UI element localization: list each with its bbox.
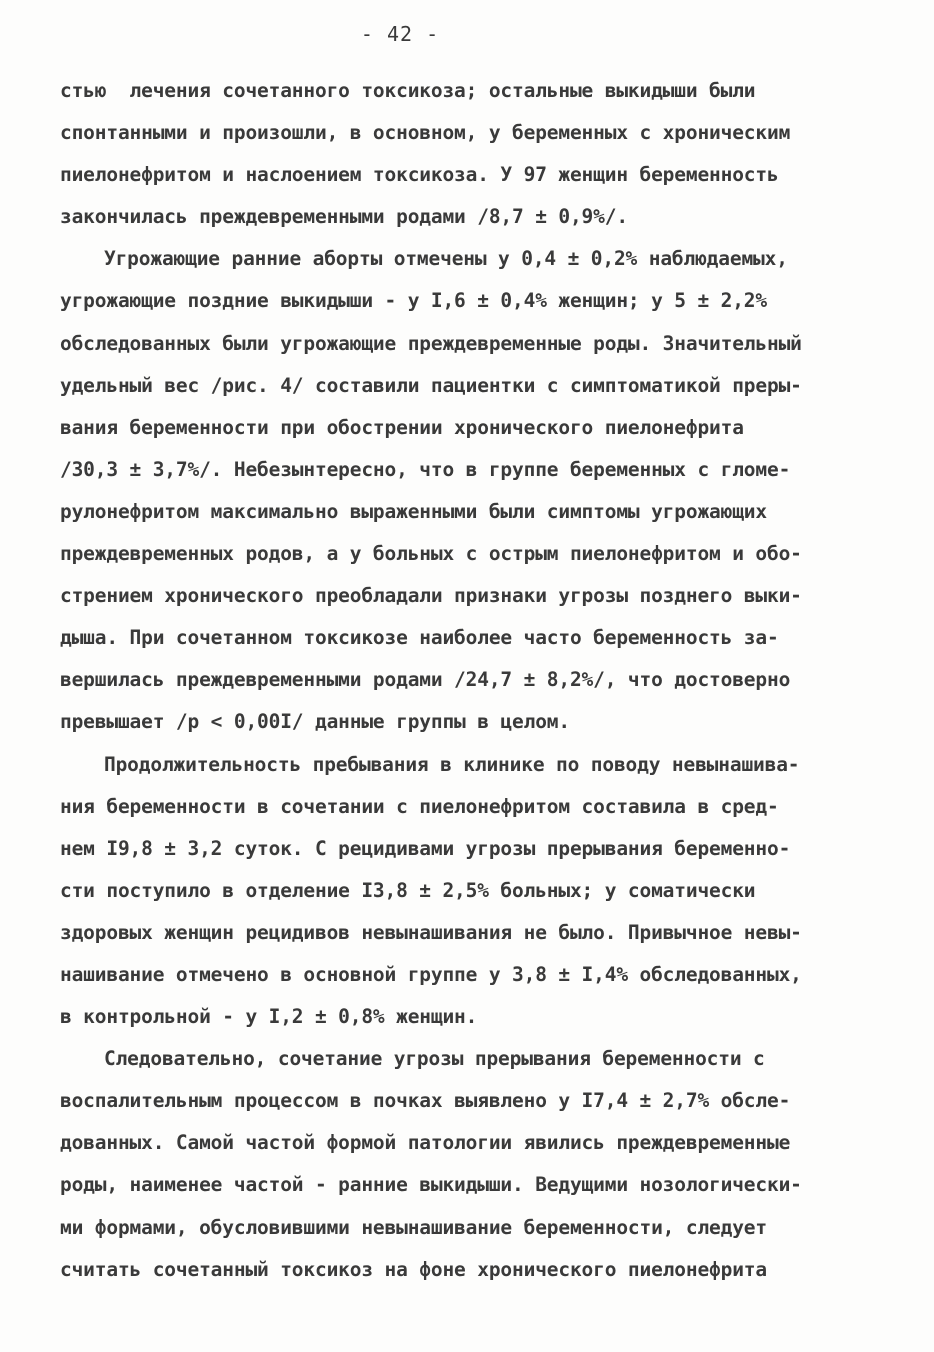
text-line: пиелонефритом и наслоением токсикоза. У 97 женщин беременность [60, 163, 779, 187]
text-line: дыша. При сочетанном токсикозе наиболее часто беременность за- [60, 626, 779, 650]
text-line: преждевременных родов, а у больных с острым пиелонефритом и обо- [60, 542, 802, 566]
text-line: воспалительным процессом в почках выявлено у I7,4 ± 2,7% обсле- [60, 1089, 791, 1113]
text-line: угрожающие поздние выкидыши - у I,6 ± 0,4% женщин; у 5 ± 2,2% [60, 289, 767, 313]
text-line: вершилась преждевременными родами /24,7 ± 8,2%/, что достоверно [60, 668, 791, 692]
text-line: /30,3 ± 3,7%/. Небезынтересно, что в группе беременных с гломе- [60, 457, 791, 481]
body-text [60, 70, 890, 1291]
text-line: Следовательно, сочетание угрозы прерывания беременности с [104, 1047, 765, 1071]
text-line: превышает /р < 0,00I/ данные группы в целом. [60, 710, 570, 734]
text-line: ми формами, обусловившими невынашивание беременности, следует [60, 1215, 767, 1239]
text-line: стрением хронического преобладали признаки угрозы позднего выки- [60, 584, 802, 608]
text-line: здоровых женщин рецидивов невынашивания не было. Привычное невы- [60, 920, 802, 944]
text-line: спонтанными и произошли, в основном, у беременных с хроническим [60, 121, 791, 145]
text-line: роды, наименее частой - ранние выкидыши. Ведущими нозологически- [60, 1173, 802, 1197]
text-line: ния беременности в сочетании с пиелонефритом составила в сред- [60, 794, 779, 818]
page-number: - 42 - [360, 22, 440, 46]
text-line: удельный вес /рис. 4/ составили пациентки с симптоматикой преры- [60, 373, 802, 397]
text-line: вания беременности при обострении хронического пиелонефрита [60, 415, 744, 439]
text-line: нем I9,8 ± 3,2 суток. С рецидивами угрозы прерывания беременно- [60, 836, 791, 860]
text-line: дованных. Самой частой формой патологии явились преждевременные [60, 1131, 791, 1155]
text-line: Продолжительность пребывания в клинике по поводу невынашива- [104, 752, 800, 776]
text-line: в контрольной - у I,2 ± 0,8% женщин. [60, 1005, 478, 1029]
text-line: нашивание отмечено в основной группе у 3,8 ± I,4% обследованных, [60, 962, 802, 986]
text-line: считать сочетанный токсикоз на фоне хронического пиелонефрита [60, 1257, 767, 1281]
text-line: сти поступило в отделение I3,8 ± 2,5% больных; у соматически [60, 878, 756, 902]
text-line: стью лечения сочетанного токсикоза; остальные выкидыши были [60, 79, 756, 102]
text-line: Угрожающие ранние аборты отмечены у 0,4 ± 0,2% наблюдаемых, [104, 247, 788, 271]
text-line: закончилась преждевременными родами /8,7 ± 0,9%/. [60, 205, 628, 229]
text-line: обследованных были угрожающие преждевременные роды. Значительный [60, 331, 802, 355]
text-line: рулонефритом максимально выраженными были симптомы угрожающих [60, 499, 767, 523]
